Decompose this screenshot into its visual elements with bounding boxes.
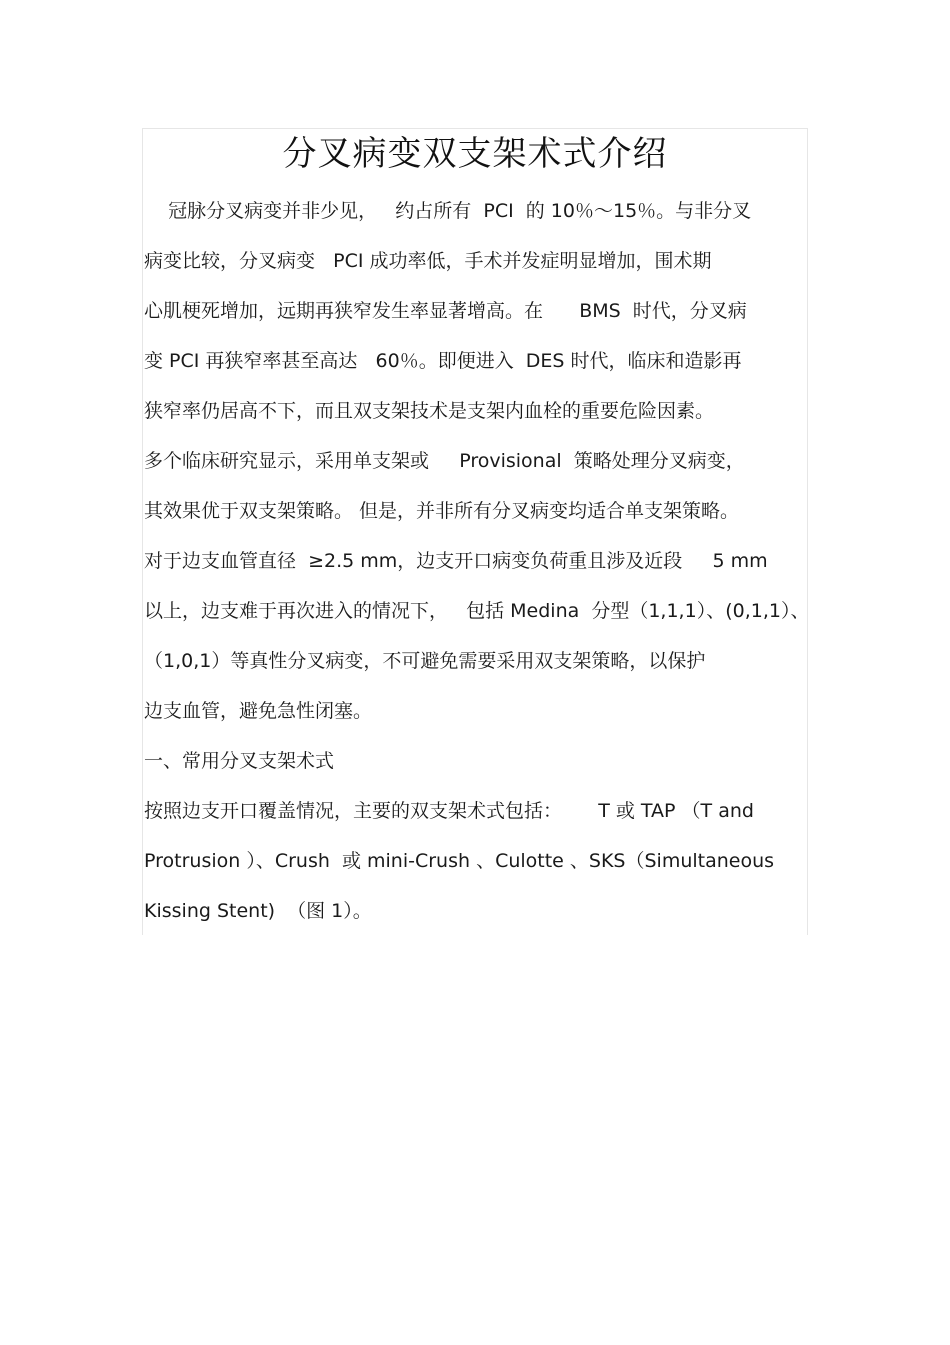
- text-line: 对于边支血管直径 ≥2.5 mm，边支开口病变负荷重且涉及近段 5 mm: [144, 550, 768, 572]
- text-line: 以上，边支难于再次进入的情况下， 包括 Medina 分型（1,1,1）、(0,1,1）、: [144, 600, 810, 622]
- text-line: 病变比较，分叉病变 PCI 成功率低，手术并发症明显增加，围术期: [144, 250, 712, 272]
- text-line: 按照边支开口覆盖情况，主要的双支架术式包括： T 或 TAP （T and: [144, 800, 754, 822]
- text-line: （1,0,1）等真性分叉病变，不可避免需要采用双支架策略，以保护: [144, 650, 706, 672]
- text-line: Kissing Stent) （图 1）。: [144, 900, 372, 922]
- text-line: 变 PCI 再狭窄率甚至高达 60％。即便进入 DES 时代，临床和造影再: [144, 350, 742, 372]
- text-line: Protrusion ）、Crush 或 mini-Crush 、Culotte 、SKS（Simultaneous: [144, 850, 775, 872]
- text-line: 边支血管，避免急性闭塞。: [144, 700, 373, 722]
- text-line: 心肌梗死增加，远期再狭窄发生率显著增高。在 BMS 时代，分叉病: [144, 300, 747, 322]
- text-line: 狭窄率仍居高不下，而且双支架技术是支架内血栓的重要危险因素。: [144, 400, 715, 422]
- section-heading: 一、常用分叉支架术式: [144, 750, 335, 772]
- document-title: 分叉病变双支架术式介绍: [282, 134, 668, 174]
- text-line: 冠脉分叉病变并非少见， 约占所有 PCI 的 10％～15％。与非分叉: [144, 200, 752, 222]
- text-line: 其效果优于双支架策略。 但是，并非所有分叉病变均适合单支架策略。: [144, 500, 740, 522]
- text-line: 多个临床研究显示，采用单支架或 Provisional 策略处理分叉病变，: [144, 450, 745, 472]
